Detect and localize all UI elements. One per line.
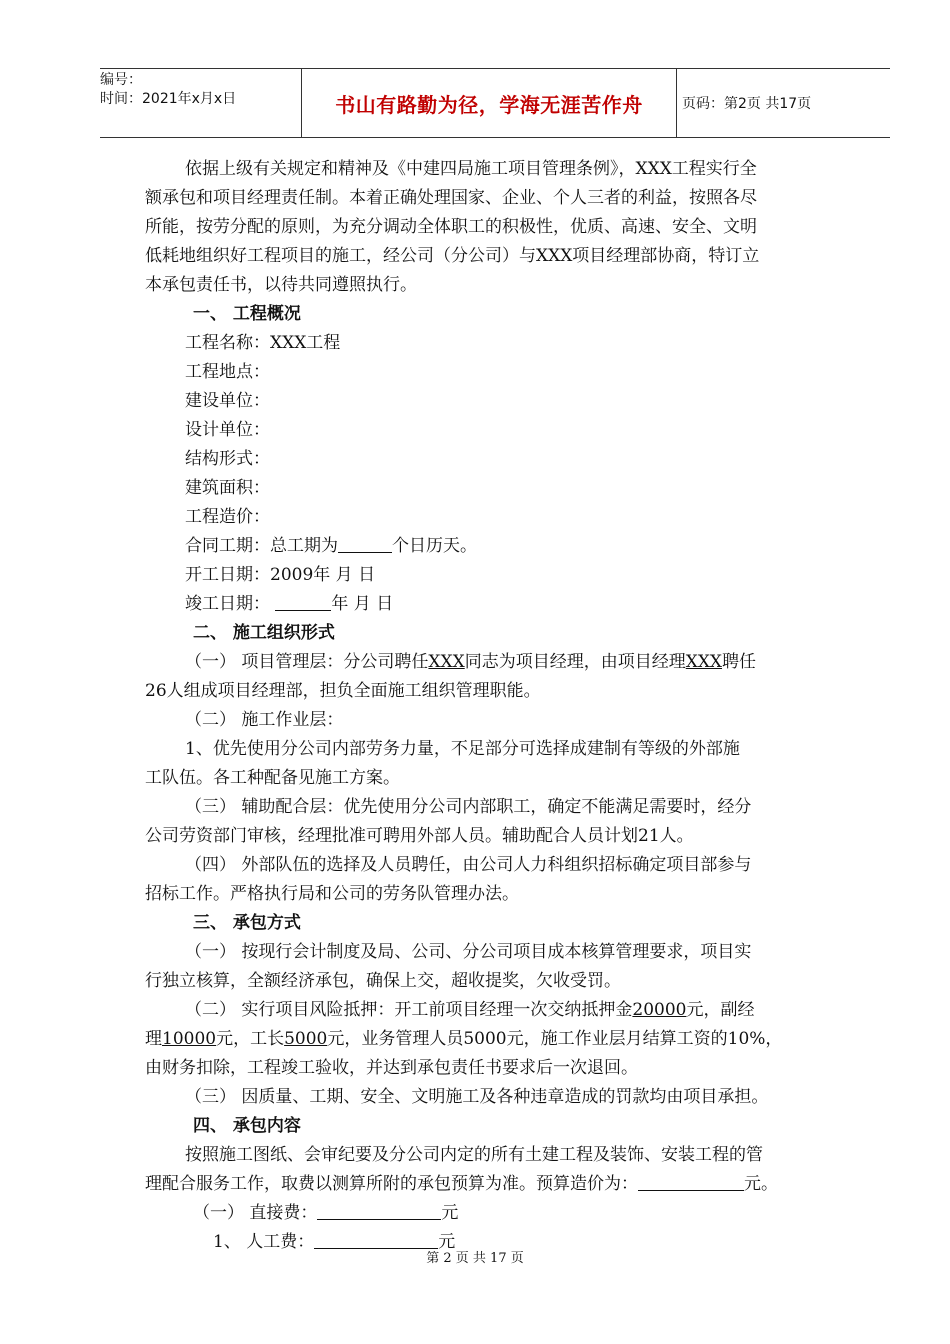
contract-period-suffix: 个日历天。 <box>392 536 477 556</box>
direct-cost-blank <box>317 1201 441 1220</box>
field-line: 工程造价： <box>185 507 270 527</box>
paragraph-line <box>145 996 850 1025</box>
paragraph-line: 26人组成项目经理部，担负全面施工组织管理职能。 <box>145 681 541 701</box>
text-run: （二） 实行项目风险抵押：开工前项目经理一次交纳抵押金 <box>185 1000 633 1020</box>
header-page-cell <box>682 69 890 137</box>
currency-suffix: 元 <box>438 1232 456 1252</box>
text-run: 同志为项目经理，由项目经理 <box>464 652 686 672</box>
paragraph-line: 按照施工图纸、会审纪要及分公司内定的所有土建工程及装饰、安装工程的管 <box>185 1145 763 1165</box>
intro-line: 额承包和项目经理责任制。本着正确处理国家、企业、个人三者的利益，按照各尽 <box>145 188 757 208</box>
intro-line: 所能，按劳分配的原则，为充分调动全体职工的积极性，优质、高速、安全、文明 <box>145 217 757 237</box>
intro-line: 本承包责任书，以待共同遵照执行。 <box>145 275 417 295</box>
paragraph-line: 公司劳资部门审核，经理批准可聘用外部人员。辅助配合人员计划21人。 <box>145 826 694 846</box>
start-date-line: 开工日期：2009年 月 日 <box>185 565 376 585</box>
text-run: 元，副经 <box>686 1000 755 1020</box>
underlined-amount: 20000 <box>632 1000 687 1020</box>
paragraph-line: 行独立核算，全额经济承包，确保上交，超收提奖，欠收受罚。 <box>145 971 621 991</box>
text-run: 元，工长 <box>216 1029 285 1049</box>
field-line: 设计单位： <box>185 420 270 440</box>
page-header <box>100 68 890 138</box>
paragraph-line <box>145 1025 850 1054</box>
direct-cost-line <box>145 1199 850 1228</box>
section-heading: 四、 承包内容 <box>193 1116 301 1136</box>
text-run: 元，业务管理人员5000元，施工作业层月结算工资的10%， <box>327 1029 783 1049</box>
document-body <box>145 155 850 1257</box>
header-page-info: 页码：第2页 共17页 <box>682 96 812 112</box>
paragraph-line: （三） 因质量、工期、安全、文明施工及各种违章造成的罚款均由项目承担。 <box>185 1087 769 1107</box>
underlined-amount: 10000 <box>162 1029 217 1049</box>
paragraph-line <box>145 1170 850 1199</box>
field-line: 建设单位： <box>185 391 270 411</box>
paragraph-line: 由财务扣除，工程竣工验收，并达到承包责任书要求后一次退回。 <box>145 1058 638 1078</box>
contract-period-line <box>145 532 850 561</box>
field-line: 结构形式： <box>185 449 270 469</box>
header-motto-cell <box>301 69 677 137</box>
serial-label: 编号： <box>100 72 142 88</box>
paragraph-line: 工队伍。各工种配备见施工方案。 <box>145 768 400 788</box>
finish-year-blank <box>275 592 331 611</box>
paragraph-line: 招标工作。严格执行局和公司的劳务队管理办法。 <box>145 884 519 904</box>
period-blank <box>338 534 392 553</box>
intro-line: 依据上级有关规定和精神及《中建四局施工项目管理条例》，XXX工程实行全 <box>185 159 757 179</box>
text-run: （一） 项目管理层：分公司聘任 <box>185 652 429 672</box>
direct-cost-label: （一） 直接费： <box>193 1203 318 1223</box>
intro-line: 低耗地组织好工程项目的施工，经公司（分公司）与XXX项目经理部协商，特订立 <box>145 246 760 266</box>
text-run: 元。 <box>744 1174 778 1194</box>
text-run: 理配合服务工作，取费以测算所附的承包预算为准。预算造价为： <box>145 1174 638 1194</box>
contract-period-label: 合同工期：总工期为 <box>185 536 338 556</box>
underlined-name: XXX <box>685 652 723 672</box>
section-heading: 二、 施工组织形式 <box>193 623 335 643</box>
labor-cost-label: 1、 人工费： <box>213 1232 315 1252</box>
currency-suffix: 元 <box>441 1203 459 1223</box>
paragraph-line <box>145 648 850 677</box>
footer-page-label: 第 2 页 共 17 页 <box>426 1251 524 1266</box>
finish-date-label: 竣工日期： <box>185 594 276 614</box>
paragraph-line: （二） 施工作业层： <box>185 710 344 730</box>
field-line: 工程地点： <box>185 362 270 382</box>
paragraph-line: （四） 外部队伍的选择及人员聘任，由公司人力科组织招标确定项目部参与 <box>185 855 752 875</box>
finish-date-suffix: 年 月 日 <box>331 594 394 614</box>
field-line: 建筑面积： <box>185 478 270 498</box>
field-line: 工程名称：XXX工程 <box>185 333 341 353</box>
paragraph-line: 1、优先使用分公司内部劳务力量，不足部分可选择成建制有等级的外部施 <box>185 739 740 759</box>
section-heading: 三、 承包方式 <box>193 913 301 933</box>
header-meta <box>100 69 300 139</box>
text-run: 聘任 <box>722 652 757 672</box>
page-footer <box>0 1247 950 1266</box>
section-heading: 一、 工程概况 <box>193 304 301 324</box>
paragraph-line: （一） 按现行会计制度及局、公司、分公司项目成本核算管理要求，项目实 <box>185 942 752 962</box>
finish-date-line <box>145 590 850 619</box>
paragraph-line: （三） 辅助配合层：优先使用分公司内部职工，确定不能满足需要时，经分 <box>185 797 752 817</box>
underlined-name: XXX <box>428 652 465 672</box>
budget-blank <box>638 1172 744 1191</box>
text-run: 理 <box>145 1029 162 1049</box>
underlined-amount: 5000 <box>284 1029 328 1049</box>
motto: 书山有路勤为径，学海无涯苦作舟 <box>335 92 643 117</box>
time-label: 时间：2021年x月x日 <box>100 91 237 107</box>
